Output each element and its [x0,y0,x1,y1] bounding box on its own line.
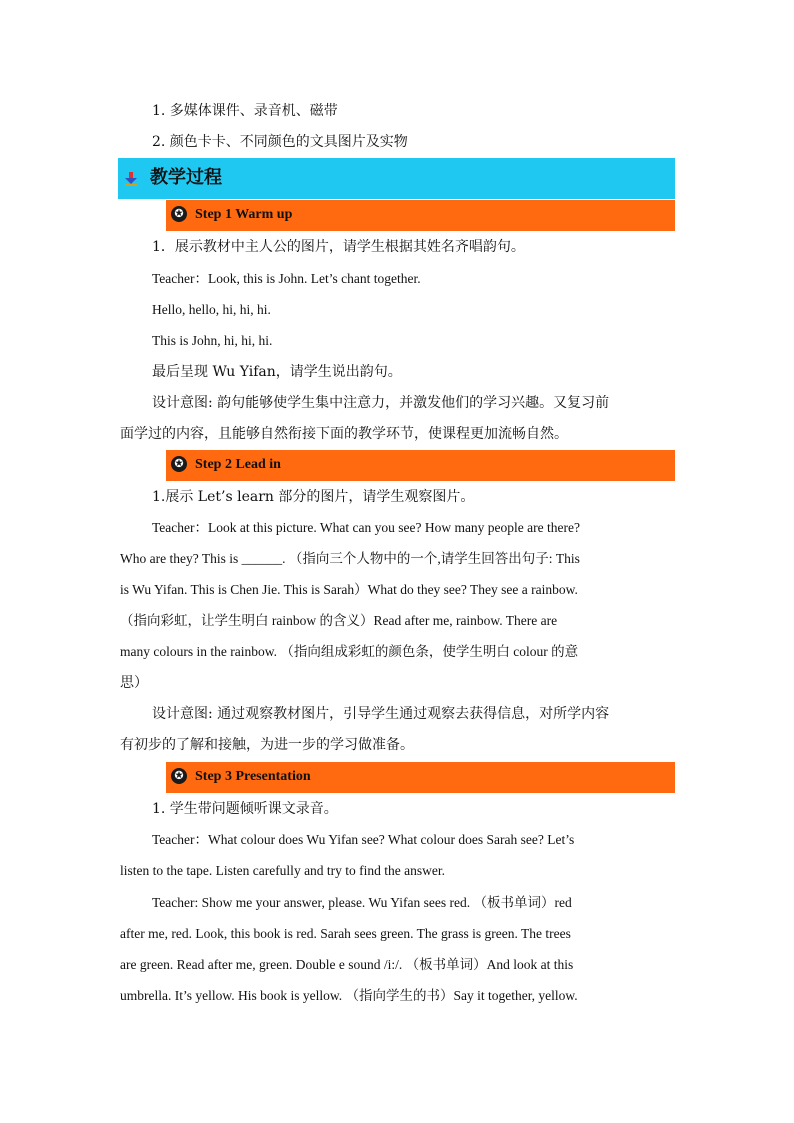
paragraph-line: 有初步的了解和接触，为进一步的学习做准备。 [120,737,414,753]
paragraph-line: Teacher: Show me your answer, please. Wu Yifan sees red. （板书单词）red [152,895,572,910]
paragraph-line: Who are they? This is ______. （指向三个人物中的一个,请学生回答出句子: This [120,551,580,566]
paragraph-line: 1．展示教材中主人公的图片，请学生根据其姓名齐唱韵句。 [152,239,525,255]
paragraph-line: Teacher：Look at this picture. What can you see? How many people are there? [152,520,580,535]
paragraph-line: Teacher：What colour does Wu Yifan see? What colour does Sarah see? Let’s [152,832,575,847]
paragraph-line: many colours in the rainbow. （指向组成彩虹的颜色条，使学生明白 colour 的意 [120,644,579,659]
section-title: 教学过程 [150,167,222,188]
step-label: Step 2 Lead in [195,457,281,472]
paragraph-line: umbrella. It’s yellow. His book is yellow. （指向学生的书）Say it together, yellow. [120,988,578,1003]
step-header [166,200,675,231]
paragraph-line: is Wu Yifan. This is Chen Jie. This is Sarah）What do they see? They see a rainbow. [120,582,578,597]
paragraph-line: 设计意图: 通过观察教材图片，引导学生通过观察去获得信息，对所学内容 [152,706,610,722]
step-label: Step 3 Presentation [195,769,311,784]
paragraph-line: Hello, hello, hi, hi, hi. [152,302,271,317]
step-header [166,762,675,793]
paragraph-line: Teacher：Look, this is John. Let’s chant together. [152,271,421,286]
paragraph-line: are green. Read after me, green. Double e sound /i:/. （板书单词）And look at this [120,957,574,972]
paragraph-line: This is John, hi, hi, hi. [152,333,273,348]
star-icon: ✪ [171,206,187,222]
star-icon: ✪ [171,768,187,784]
material-item: 1. 多媒体课件、录音机、磁带 [152,103,338,119]
arrow-down-icon [125,172,137,186]
section-header [118,158,675,199]
paragraph-line: 1. 学生带问题倾听课文录音。 [152,801,338,817]
step-label: Step 1 Warm up [195,207,293,222]
paragraph-line: listen to the tape. Listen carefully and try to find the answer. [120,863,446,878]
paragraph-line: 设计意图: 韵句能够使学生集中注意力，并激发他们的学习兴趣。又复习前 [152,395,610,411]
paragraph-line: after me, red. Look, this book is red. Sarah sees green. The grass is green. The trees [120,926,571,941]
paragraph-line: 面学过的内容，且能够自然衔接下面的教学环节，使课程更加流畅自然。 [120,426,568,442]
paragraph-line: （指向彩虹，让学生明白 rainbow 的含义）Read after me, rainbow. There are [120,613,558,628]
step-header [166,450,675,481]
paragraph-line: 最后呈现 Wu Yifan，请学生说出韵句。 [152,364,402,380]
star-icon: ✪ [171,456,187,472]
paragraph-line: 1.展示 Let’s learn 部分的图片，请学生观察图片。 [152,489,475,505]
paragraph-line: 思） [120,675,148,691]
material-item: 2. 颜色卡卡、不同颜色的文具图片及实物 [152,134,408,150]
